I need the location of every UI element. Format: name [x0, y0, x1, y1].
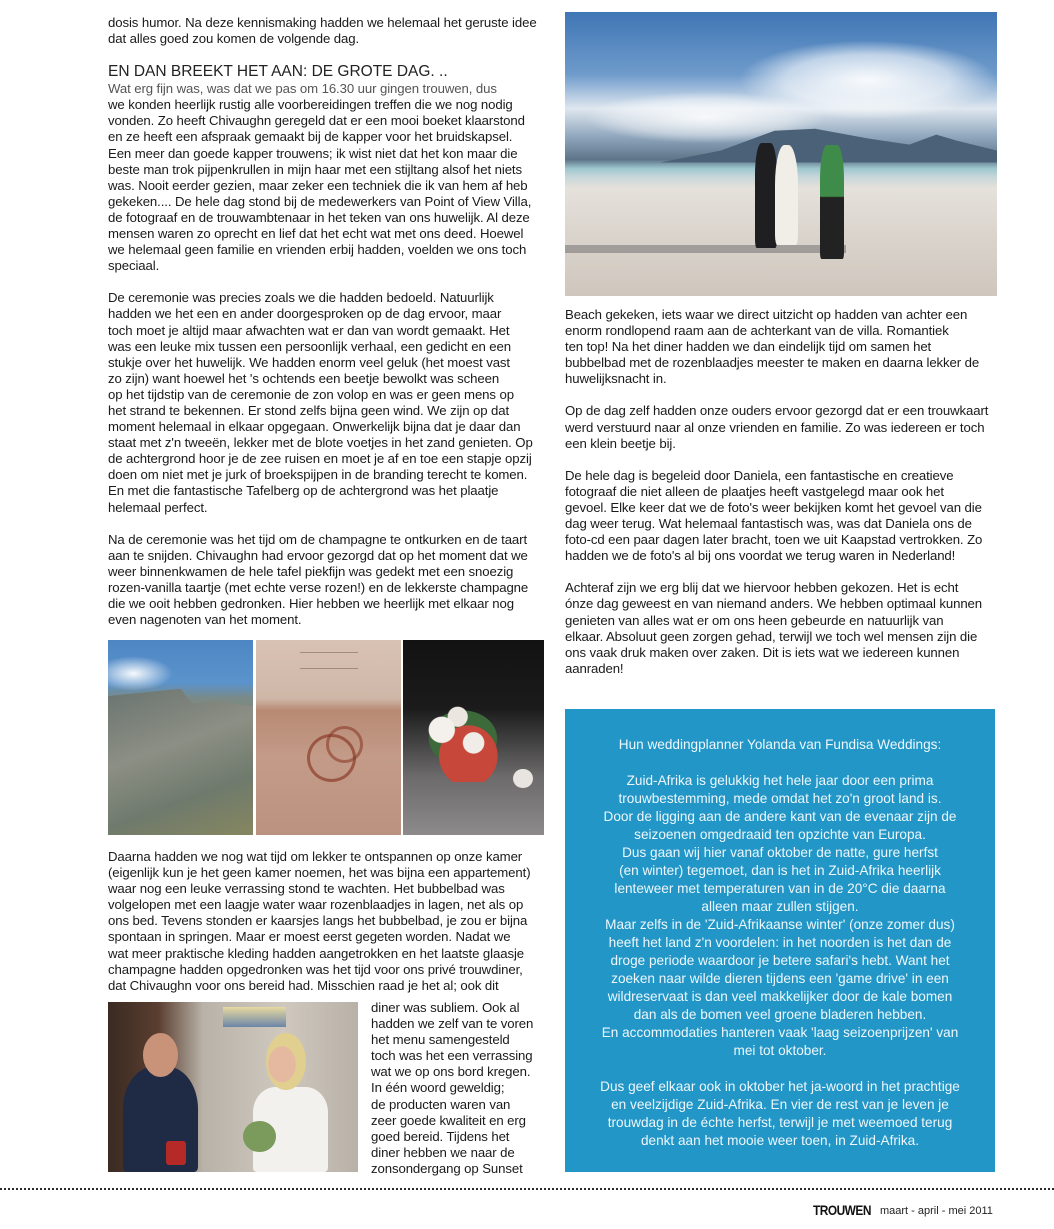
lede-line: Wat erg fijn was, was dat we pas om 16.30 uur gingen trouwen, dus	[108, 81, 497, 97]
paragraph-preparations: we konden heerlijk rustig alle voorbereidingen treffen die we nog nodig vonden. Zo heeft Chivaughn geregeld dat er een mooi boeket klaarstond en ze heeft een afspraak gemaakt bij de kapper voor het bruidskapsel. Een meer dan goede kapper trouwens; ik wist niet dat het kon maar die beste man trok pijpenkrullen in mijn haar met een stijltang alsof het niets was. Nooit eerder gezien, maar zeker een techniek die ik van hem af heb gekeken.... De hele dag stond bij de medewerkers van Point of View Villa, de fotograaf en de trouwambtenaar in het teken van ons huwelijk. Al deze mensen waren zo oprecht en lief dat het echt wat met ons deed. Hoewel we helemaal geen familie en vrienden erbij hadden, voelden we ons toch speciaal.	[108, 97, 532, 274]
footer-divider	[0, 1188, 1054, 1190]
paragraph-room-text: Daarna hadden we nog wat tijd om lekker te ontspannen op onze kamer (eigenlijk kun je het geen kamer noemen, het was bijna een appartement) waar nog een leuke verrassing stond te wachten. Het bubbelbad was volgelopen met een laagje water waar rozenblaadjes in lagen, net als op ons bed. Tevens stonden er kaarsjes langs het bubbelbad, je zou er bijna spontaan in springen. Maar er moest eerst gegeten worden. Nadat we wat meer praktische kleding hadden aangetrokken en het laatste glaasje champagne hadden opgedronken was het tijd voor ons privé trouwdiner, dat Chivaughn voor ons bereid had. Misschien raad je het al; ook dit	[108, 849, 531, 993]
couple-photo	[108, 1002, 358, 1172]
paragraph-dinner-text: diner was subliem. Ook al hadden we zelf van te voren het menu samengesteld toch was het een verrassing wat we op ons bord kregen. In één woord geweldig; de producten waren van zeer goede kwaliteit en erg goed bereid. Tijdens het diner hebben we naar de zonsondergang op Sunset	[371, 1000, 534, 1176]
right-column	[565, 307, 1000, 693]
paragraph-ceremony: De ceremonie was precies zoals we die hadden bedoeld. Natuurlijk hadden we het een en ander doorgesproken op de dag ervoor, maar toch moet je altijd maar afwachten wat er dan van wordt gemaakt. Het was een leuke mix tussen een persoonlijk verhaal, een gedicht en een stukje over het huwelijk. We hadden enorm veel geluk (het moest vast zo zijn) want hoewel het 's ochtends een beetje bewolkt was scheen op het tijdstip van de ceremonie de zon volop en was er geen mens op het strand te bekennen. Er stond zelfs bijna geen wind. We zijn op dat moment helemaal in elkaar opgegaan. Onwerkelijk bijna dat je daar dan staat met z'n tweeën, lekker met de blote voetjes in het zand genieten. Op de achtergrond hoor je de zee ruisen en moet je af en toe een stapje opzij doen om niet met je jurk of broekspijpen in de branding terecht te komen. En met die fantastische Tafelberg op de achtergrond was het plaatje helemaal perfect.	[108, 290, 533, 515]
paragraph-photographer: De hele dag is begeleid door Daniela, een fantastische en creatieve fotograaf die niet alleen de plaatjes heeft vastgelegd maar ook het gevoel. Elke keer dat we de foto's weer bekijken komt het gevoel van die dag weer terug. Wat helemaal fantastisch was, was dat Daniela ons de foto-cd een paar dagen later bracht, toen we uit Kaapstad vertrokken. Zo hadden we de foto's al bij ons voordat we terug waren in Nederland!	[565, 467, 983, 564]
paragraph-parents: Op de dag zelf hadden onze ouders ervoor gezorgd dat er een trouwkaart werd verstuurd naar al onze vrienden en familie. Zo was iedereen er toch een klein beetje bij.	[565, 403, 989, 451]
magazine-name: TROUWEN	[813, 1202, 871, 1218]
table-mountain-photo	[108, 640, 253, 835]
paragraph-conclusion: Achteraf zijn we erg blij dat we hiervoor hebben gekozen. Het is echt ónze dag geweest en van niemand anders. We hebben optimaal kunnen genieten van alles wat er om ons heen gebeurde en natuurlijk van elkaar. Absoluut geen zorgen gehad, terwijl we toch wel mensen zijn die ons vaak druk maken over zaken. Dit is iets wat we iedereen kunnen aanraden!	[565, 580, 983, 676]
planner-quote-box	[565, 709, 995, 1172]
planner-title: Hun weddingplanner Yolanda van Fundisa Weddings:	[618, 737, 942, 752]
paragraph-room	[108, 849, 548, 1010]
planner-paragraph-closing: Dus geef elkaar ook in oktober het ja-woord in het prachtige en veelzijdige Zuid-Afrika. En vier de rest van je leven je trouwdag in de échte herfst, terwijl je met weemoed terug denkt aan het mooie weer toen, in Zuid-Afrika.	[600, 1079, 960, 1148]
left-column	[108, 15, 548, 644]
paragraph-sunset: Beach gekeken, iets waar we direct uitzicht op hadden van achter een enorm rondlopend raam aan de achterkant van de villa. Romantiek ten top! Na het diner hadden we dan eindelijk tijd om samen het bubbelbad met de rozenblaadjes meester te maken en daarna lekker de huwelijksnacht in.	[565, 307, 980, 387]
intro-paragraph: dosis humor. Na deze kennismaking hadden we helemaal het geruste idee dat alles goed zou komen de volgende dag.	[108, 15, 537, 47]
wedding-card-photo	[256, 640, 401, 835]
section-heading: EN DAN BREEKT HET AAN: DE GROTE DAG. ..	[108, 63, 448, 81]
paragraph-champagne: Na de ceremonie was het tijd om de champagne te ontkurken en de taart aan te snijden. Chivaughn had ervoor gezorgd dat op het moment dat we weer binnenkwamen de hele tafel piekfijn was gedekt met een snoezig rozen-vanilla taartje (met echte verse rozen!) en de lekkerste champagne die we ooit hebben gedronken. Hier hebben we heerlijk met elkaar nog even nagenoten van het moment.	[108, 531, 529, 628]
issue-date: maart - april - mei 2011	[880, 1205, 993, 1217]
beach-ceremony-photo	[565, 12, 997, 296]
planner-paragraph-seasons: Zuid-Afrika is gelukkig het hele jaar door een prima trouwbestemming, mede omdat het zo'n groot land is. Door de ligging aan de andere kant van de evenaar zijn de seizoenen omgedraaid ten opzichte van Europa. Dus gaan wij hier vanaf oktober de natte, gure herfst (en winter) tegemoet, dan is het in Zuid-Afrika heerlijk lenteweer met temperaturen van in de 20°C die daarna alleen maar zullen stijgen. Maar zelfs in de 'Zuid-Afrikaanse winter' (onze zomer dus) heeft het land z'n voordelen: in het noorden is het dan de droge periode waardoor je betere safari's hebt. Want het zoeken naar wilde dieren tijdens een 'game drive' in een wildreservaat is dan veel makkelijker door de kale bomen dan als de bomen veel groene bladeren hebben. En accommodaties hanteren vaak 'laag seizoenprijzen' van mei tot oktober.	[601, 773, 959, 1058]
bouquet-photo	[403, 640, 544, 835]
paragraph-dinner-wrap	[371, 1000, 551, 1193]
